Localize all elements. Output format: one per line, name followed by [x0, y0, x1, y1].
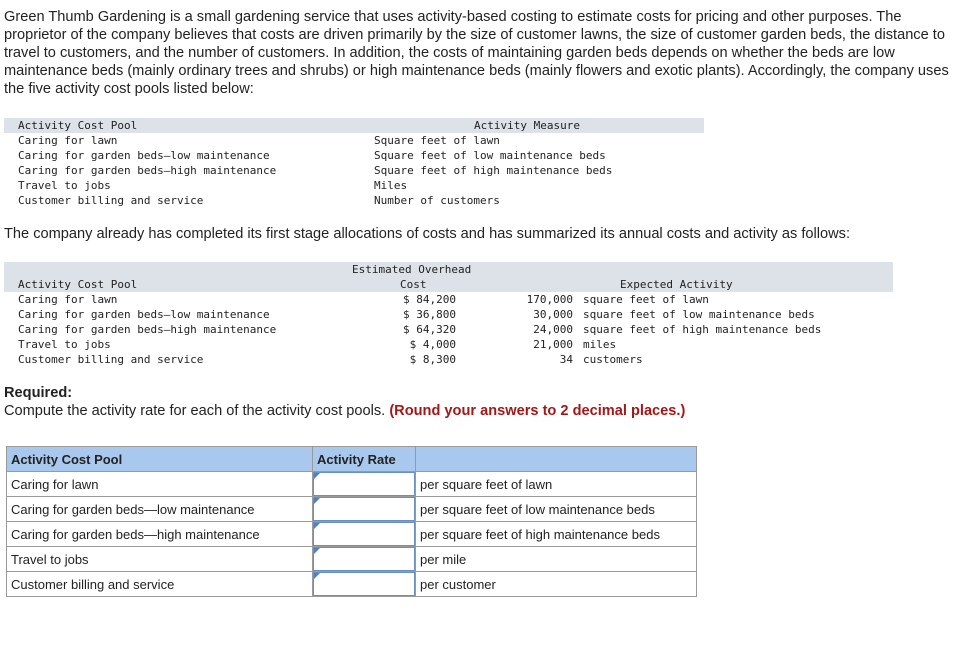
rate-input-lawn[interactable]: [313, 472, 415, 496]
table-row: [7, 497, 697, 522]
rate-unit: per square feet of high maintenance beds: [416, 522, 697, 547]
rate-unit: per mile: [416, 547, 697, 572]
activity-quantity: 170,000: [526, 293, 573, 306]
table-row: [4, 148, 704, 163]
table-row: [4, 178, 704, 193]
cost-activity-header: [4, 262, 893, 292]
rate-cell: [313, 522, 416, 547]
activity-quantity: 24,000: [533, 323, 573, 336]
activity-measure: Square feet of low maintenance beds: [374, 149, 606, 162]
rate-unit: per square feet of low maintenance beds: [416, 497, 697, 522]
table-row: [4, 163, 704, 178]
table-row: [4, 307, 893, 322]
overhead-cost: $ 8,300: [409, 353, 456, 366]
table-row: [4, 322, 893, 337]
problem-intro: Green Thumb Gardening is a small gardening service that uses activity-based costing to estimate costs for pricing and other purposes. The proprietor of the company believes that costs are driven primarily by the size of customer lawns, the size of customer garden beds, the distance to travel to customers, and the number of customers. In addition, the costs of maintaining garden beds depends on whether the beds are low maintenance beds (mainly ordinary trees and shrubs) or high maintenance beds (mainly flowers and exotic plants). Accordingly, the company uses the five activity cost pools listed below:: [4, 9, 949, 97]
rate-input-low-maintenance[interactable]: [313, 497, 415, 521]
required-text: Compute the activity rate for each of the activity cost pools.: [4, 403, 386, 419]
rate-input-high-maintenance[interactable]: [313, 522, 415, 546]
overhead-cost: $ 84,200: [403, 293, 456, 306]
activity-quantity: 34: [559, 353, 573, 366]
table-row: [4, 292, 893, 307]
pool-name: Travel to jobs: [18, 179, 111, 192]
pool-name: Caring for lawn: [7, 472, 313, 497]
header-activity-measure: Activity Measure: [474, 119, 580, 132]
table-row: [7, 472, 697, 497]
pool-name: Caring for garden beds—high maintenance: [7, 522, 313, 547]
table-row: [4, 193, 704, 208]
pool-name: Caring for lawn: [18, 293, 118, 306]
pool-name: Caring for garden beds—low maintenance: [7, 497, 313, 522]
header-activity-rate: Activity Rate: [313, 447, 416, 472]
pool-name: Travel to jobs: [18, 338, 111, 351]
table-row: [4, 352, 893, 367]
pool-name: Caring for garden beds–high maintenance: [18, 164, 277, 177]
activity-unit: square feet of high maintenance beds: [583, 323, 822, 336]
header-activity-cost-pool: Activity Cost Pool: [18, 278, 138, 291]
pool-name: Caring for garden beds–low maintenance: [18, 308, 270, 321]
required-section: [4, 384, 685, 420]
pool-name: Caring for garden beds–high maintenance: [18, 323, 277, 336]
activity-measure: Number of customers: [374, 194, 500, 207]
rate-input-customer-billing[interactable]: [313, 572, 415, 596]
rate-input-travel[interactable]: [313, 547, 415, 571]
table-row: [4, 133, 704, 148]
pool-name: Customer billing and service: [18, 353, 204, 366]
rate-cell: [313, 497, 416, 522]
table-row: [7, 547, 697, 572]
pool-name: Customer billing and service: [7, 572, 313, 597]
pool-name: Caring for garden beds–low maintenance: [18, 149, 270, 162]
allocation-intro: The company already has completed its first stage allocations of costs and has summarized its annual costs and activity as follows:: [4, 226, 851, 242]
overhead-cost: $ 4,000: [409, 338, 456, 351]
pool-name: Travel to jobs: [7, 547, 313, 572]
rounding-note: (Round your answers to 2 decimal places.): [389, 403, 686, 419]
rate-unit: per customer: [416, 572, 697, 597]
activity-unit: miles: [583, 338, 617, 351]
table-row: [4, 337, 893, 352]
activity-measure: Square feet of high maintenance beds: [374, 164, 613, 177]
activity-measure: Miles: [374, 179, 408, 192]
rate-cell: [313, 547, 416, 572]
header-expected-activity: Expected Activity: [620, 278, 733, 291]
pool-name: Caring for lawn: [18, 134, 118, 147]
header-cost: Cost: [400, 278, 427, 291]
activity-unit: square feet of low maintenance beds: [583, 308, 815, 321]
activity-quantity: 21,000: [533, 338, 573, 351]
cost-activity-table: [4, 262, 893, 367]
answer-table: [6, 446, 697, 597]
rate-cell: [313, 572, 416, 597]
answer-header-row: [7, 447, 697, 472]
table-row: [7, 522, 697, 547]
required-label: Required:: [4, 385, 73, 401]
header-activity-cost-pool: Activity Cost Pool: [18, 119, 138, 132]
activity-unit: customers: [583, 353, 643, 366]
header-unit-blank: [416, 447, 697, 472]
activity-unit: square feet of lawn: [583, 293, 709, 306]
table-row: [7, 572, 697, 597]
header-estimated-overhead: Estimated Overhead: [352, 263, 472, 276]
rate-cell: [313, 472, 416, 497]
overhead-cost: $ 64,320: [403, 323, 456, 336]
rate-unit: per square feet of lawn: [416, 472, 697, 497]
activity-measure-table: [4, 118, 704, 208]
activity-measure-header: [4, 118, 704, 133]
overhead-cost: $ 36,800: [403, 308, 456, 321]
pool-name: Customer billing and service: [18, 194, 204, 207]
activity-quantity: 30,000: [533, 308, 573, 321]
header-activity-cost-pool: Activity Cost Pool: [7, 447, 313, 472]
activity-measure: Square feet of lawn: [374, 134, 500, 147]
